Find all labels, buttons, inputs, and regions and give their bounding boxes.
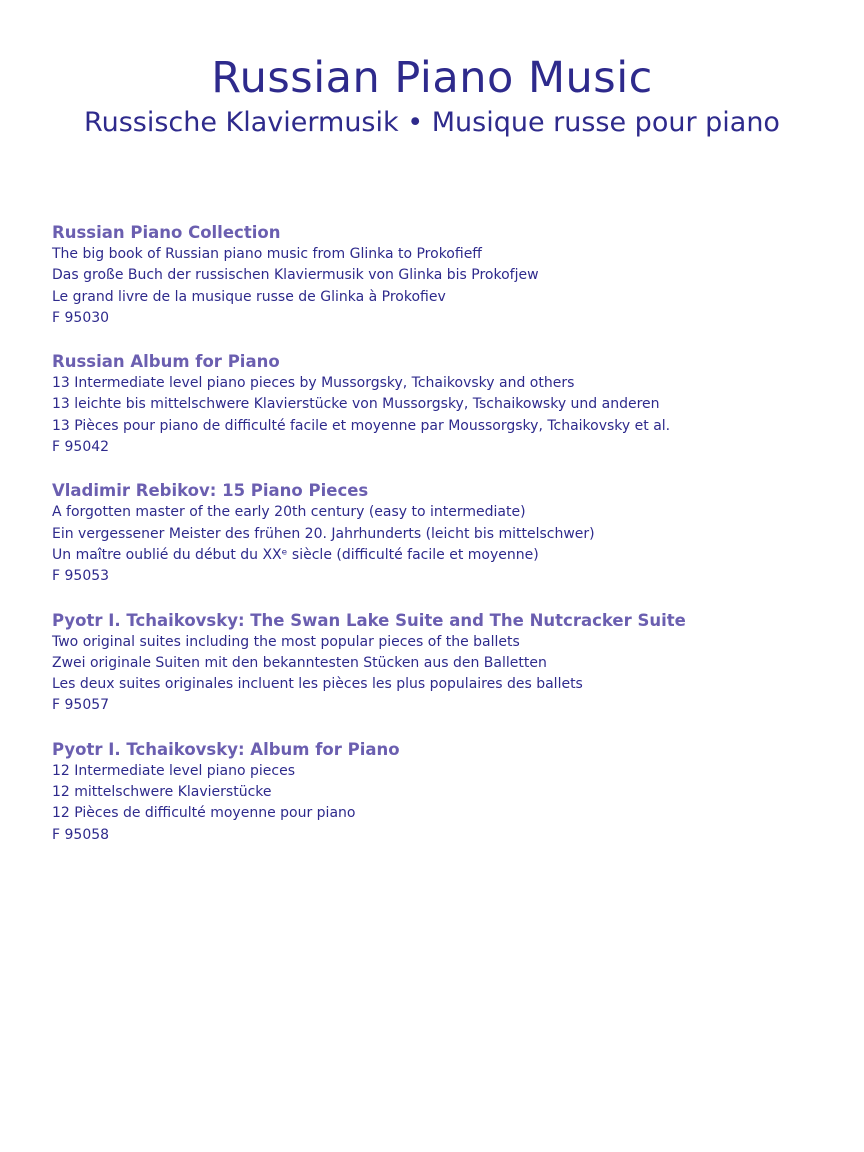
entry-description-en: The big book of Russian piano music from Glinka to Prokofieff — [52, 246, 482, 262]
entry-order-number: F 95030 — [52, 309, 110, 326]
entry-description-fr: 12 Pièces de difficulté moyenne pour piano — [52, 805, 356, 822]
entry-description-de: Zwei originale Suiten mit den bekanntesten Stücken aus den Balletten — [52, 654, 547, 671]
entry-description-de: 12 mittelschwere Klavierstücke — [52, 784, 272, 801]
page-title: Russian Piano Music — [211, 53, 653, 103]
entry-description-de: Das große Buch der russischen Klaviermusik von Glinka bis Prokofjew — [52, 267, 539, 284]
catalog-entry — [52, 610, 842, 717]
entry-title: Russian Piano Collection — [52, 223, 281, 242]
page-subtitle: Russische Klaviermusik • Musique russe pour piano — [84, 107, 780, 138]
entry-title: Pyotr I. Tchaikovsky: The Swan Lake Suite and The Nutcracker Suite — [52, 610, 686, 630]
entry-order-number: F 95057 — [52, 697, 110, 714]
entry-description-fr: Un maître oublié du début du XXᵉ siècle (difficulté facile et moyenne) — [52, 546, 539, 563]
entry-order-number: F 95053 — [52, 568, 110, 585]
entry-description-en: 12 Intermediate level piano pieces — [52, 762, 296, 779]
entry-description-en: Two original suites including the most popular pieces of the ballets — [52, 633, 520, 650]
entry-description-de: Ein vergessener Meister des frühen 20. Jahrhunderts (leicht bis mittelschwer) — [52, 525, 595, 542]
page-header — [0, 52, 864, 140]
entry-title: Vladimir Rebikov: 15 Piano Pieces — [52, 481, 369, 501]
entry-description-en: 13 Intermediate level piano pieces by Mussorgsky, Tchaikovsky and others — [52, 375, 575, 392]
entry-order-number: F 95042 — [52, 439, 110, 456]
entry-order-number: F 95058 — [52, 826, 110, 843]
catalog-list — [52, 222, 842, 868]
entry-description-de: 13 leichte bis mittelschwere Klavierstücke von Mussorgsky, Tschaikowsky und anderen — [52, 396, 660, 413]
catalog-entry — [52, 480, 842, 587]
catalog-entry — [52, 739, 842, 846]
entry-description-fr: Le grand livre de la musique russe de Glinka à Prokofiev — [52, 288, 446, 305]
entry-description-en: A forgotten master of the early 20th century (easy to intermediate) — [52, 504, 526, 521]
entry-title: Pyotr I. Tchaikovsky: Album for Piano — [52, 739, 400, 759]
entry-title: Russian Album for Piano — [52, 352, 280, 372]
entry-description-fr: Les deux suites originales incluent les pièces les plus populaires des ballets — [52, 676, 583, 693]
catalog-entry — [52, 222, 842, 329]
catalog-entry — [52, 351, 842, 458]
entry-description-fr: 13 Pièces pour piano de difficulté facile et moyenne par Moussorgsky, Tchaikovsky et al. — [52, 417, 671, 434]
